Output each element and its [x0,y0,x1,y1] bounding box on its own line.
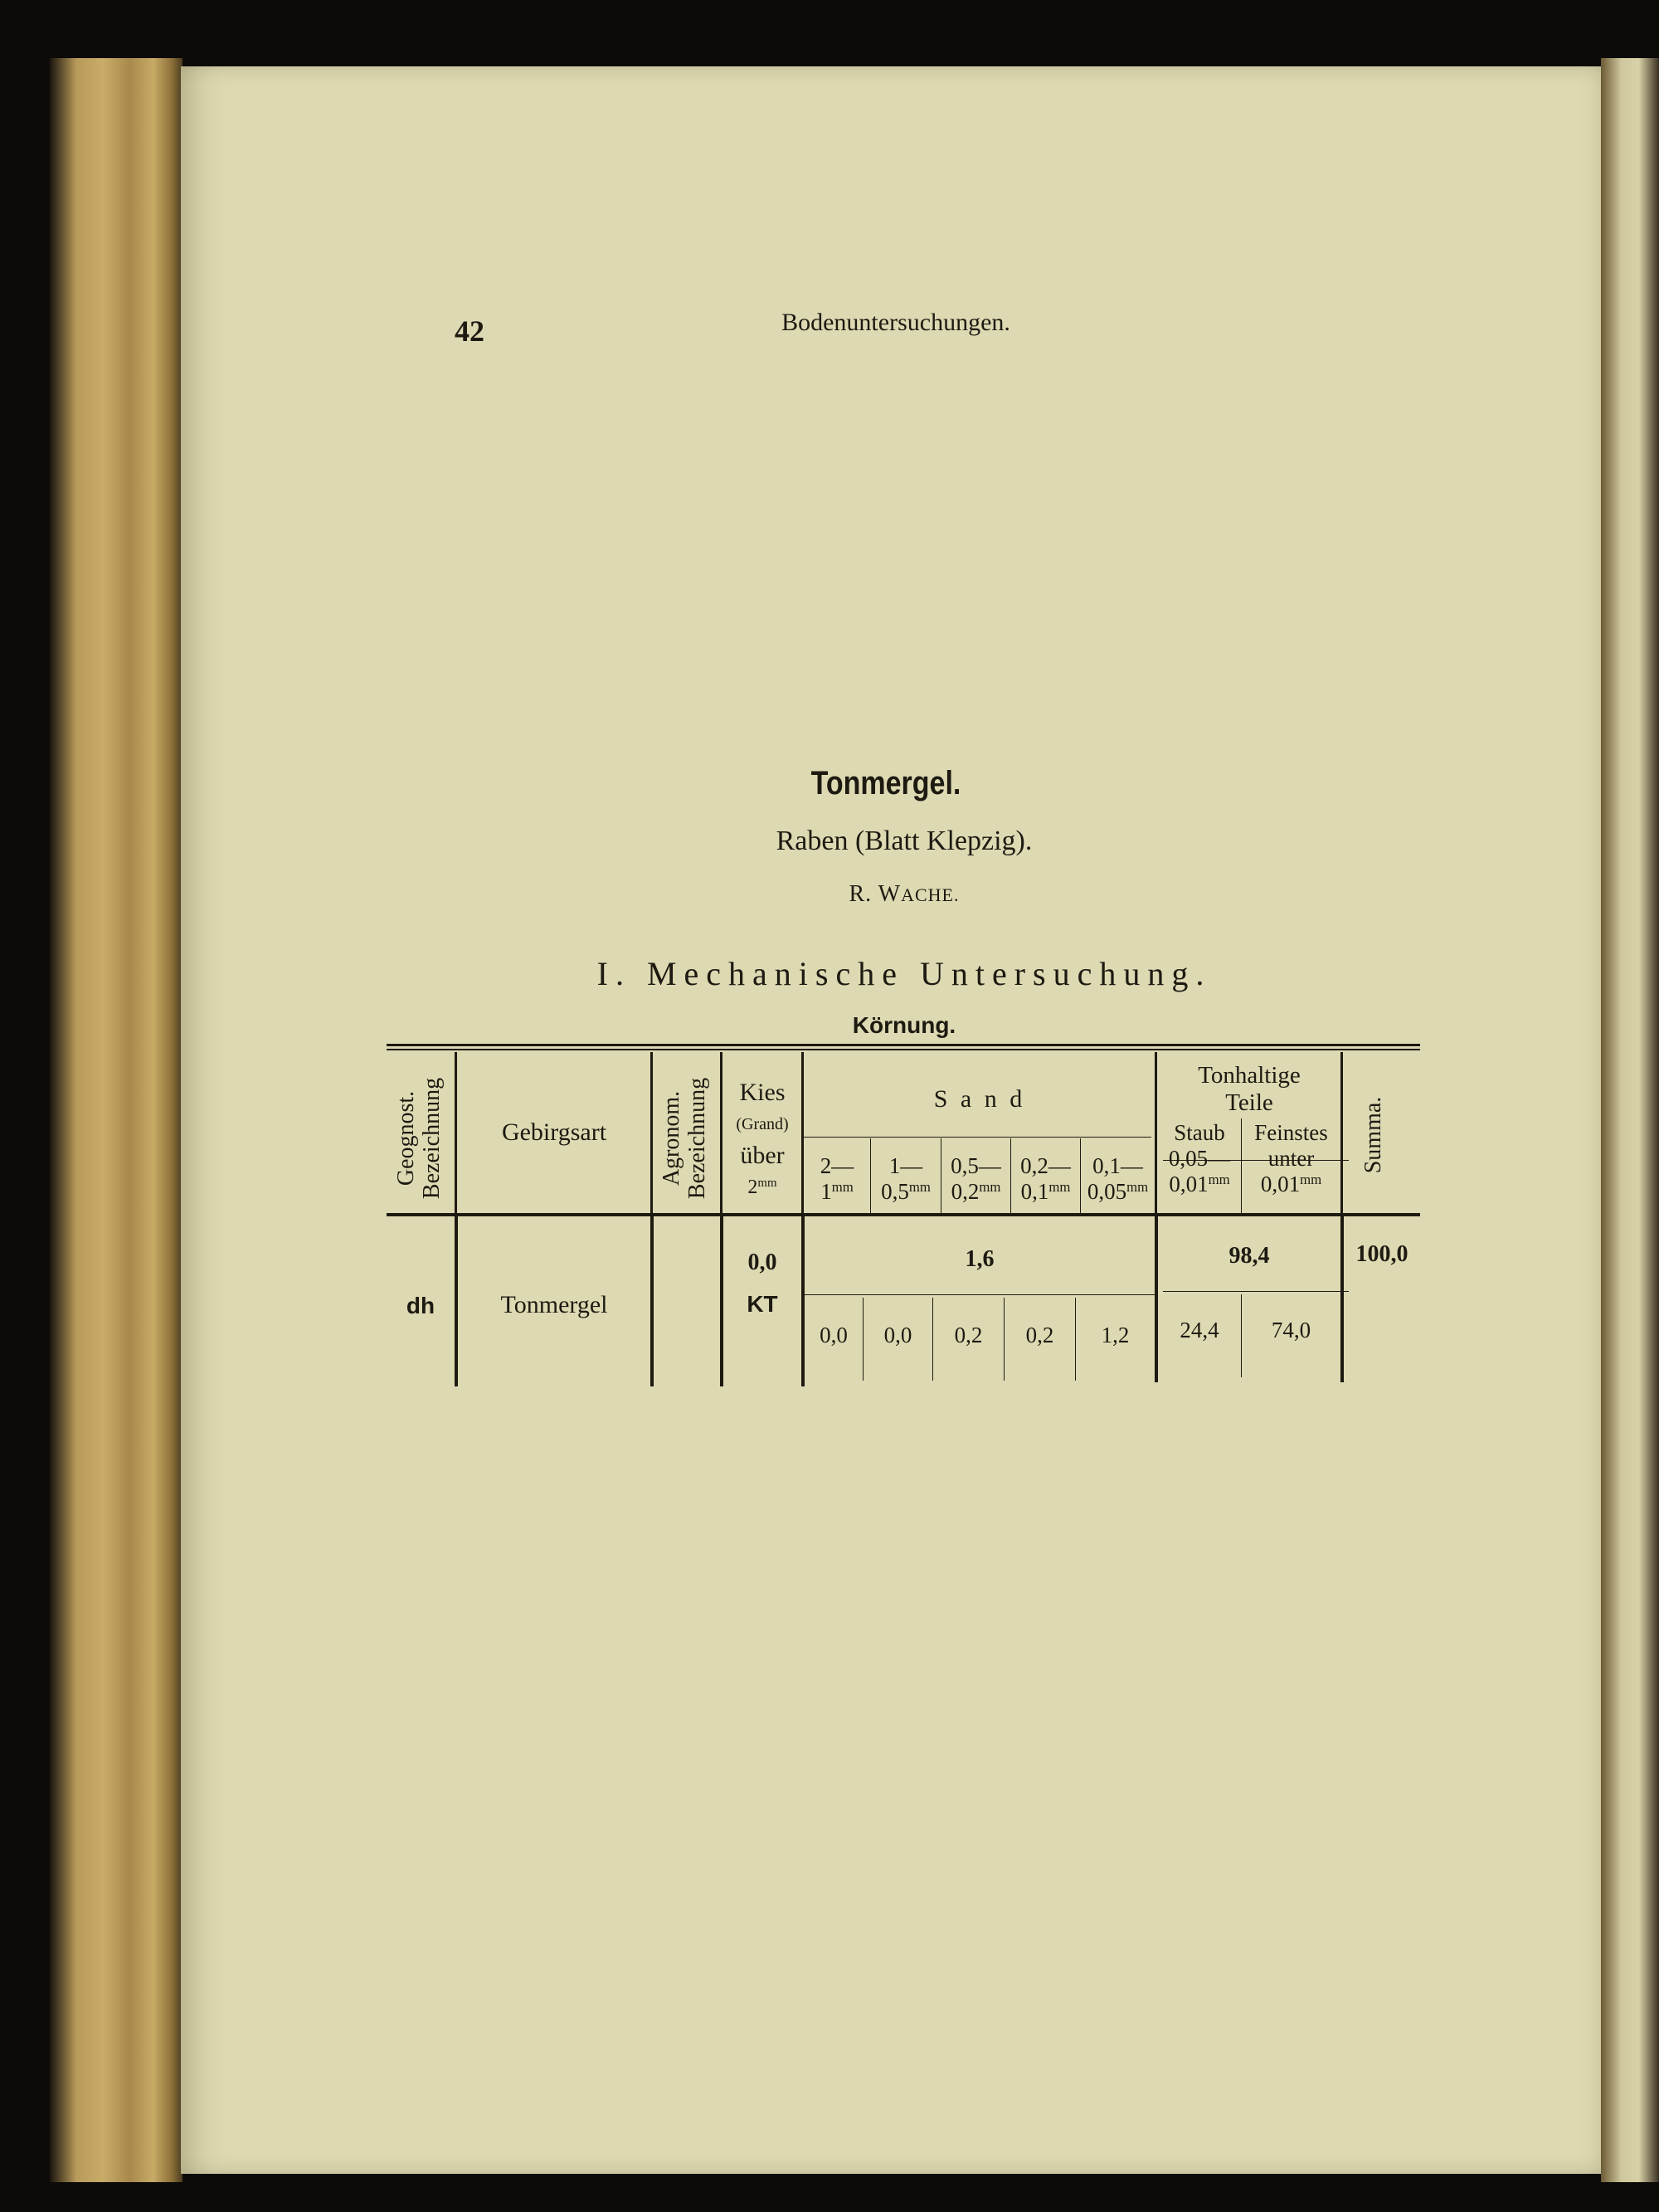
page-number: 42 [455,314,484,348]
cell-staub: 24,4 [1180,1318,1219,1342]
col-rule [1155,1216,1158,1382]
document-subtitle: Raben (Blatt Klepzig). [776,826,1033,856]
author-initial: R. W [849,881,902,907]
book-edge [50,58,182,2182]
sand-sub-rule [803,1137,1151,1138]
cell-sand-4: 0,2 [1025,1323,1054,1347]
running-head: Bodenuntersuchungen. [781,309,1010,336]
header-sand-col-1: 2— $1^{mm}$ [820,1153,854,1205]
analysis-table [387,1044,1420,1388]
cell-summa: 100,0 [1355,1241,1408,1267]
col-rule [1340,1052,1343,1213]
header-sand: S a n d [933,1085,1026,1113]
col-rule [720,1052,722,1213]
cell-feinstes: 74,0 [1271,1318,1311,1342]
cell-geognost: dh [406,1293,435,1318]
header-kies-grand: (Grand) [736,1115,789,1133]
cell-kies: 0,0 [747,1250,777,1275]
header-sand-col-5: 0,1— $0,05^{mm}$ [1087,1153,1149,1205]
header-kies-ueber: über [740,1142,785,1169]
col-rule [1155,1052,1157,1213]
next-page-edge [1601,58,1659,2182]
cell-sand-1: 0,0 [820,1323,848,1347]
cell-ton-total: 98,4 [1228,1243,1270,1269]
col-rule [801,1216,805,1386]
cell-sand-5: 1,2 [1101,1323,1130,1347]
cell-sand-total: 1,6 [965,1246,995,1272]
header-agronom: Agronom. Bezeichnung [659,1077,710,1200]
header-summa: Summa. [1360,1096,1386,1174]
sand-body-rule [803,1294,1155,1295]
cell-sand-3: 0,2 [954,1323,983,1347]
header-staub: Staub 0,05— $0,01^{mm}$ [1168,1120,1231,1197]
header-feinstes: Feinstes unter $0,01^{mm}$ [1254,1120,1328,1197]
header-sand-col-3: 0,5— $0,2^{mm}$ [951,1153,1001,1205]
col-rule [801,1052,804,1213]
cell-agronom: KT [747,1291,778,1317]
header-kies-size: $2^{mm}$ [747,1177,777,1199]
header-sand-col-4: 0,2— $0,1^{mm}$ [1020,1153,1071,1205]
header-gebirgsart: Gebirgsart [501,1118,607,1146]
author [0,881,1659,908]
col-rule [455,1052,457,1213]
ton-body-rule [1163,1291,1349,1292]
table-top-rule [387,1044,1420,1046]
col-rule [650,1216,654,1386]
section-subtitle: Körnung. [852,1012,956,1038]
header-tonhaltige: Tonhaltige Teile [1198,1062,1301,1117]
document-title: Tonmergel. [810,765,961,801]
section-title: I. Mechanische Untersuchung. [596,955,1212,992]
table-top-rule-2 [387,1049,1420,1050]
header-geognost: Geognost. Bezeichnung [393,1077,445,1200]
cell-gebirgsart: Tonmergel [500,1291,608,1318]
header-sand-col-2: 1— $0,5^{mm}$ [881,1153,931,1205]
header-bottom-rule [387,1213,1420,1216]
col-rule [650,1052,653,1213]
cell-sand-2: 0,0 [883,1323,912,1347]
header-kies: Kies [739,1079,786,1106]
author-rest: ACHE. [901,884,960,905]
